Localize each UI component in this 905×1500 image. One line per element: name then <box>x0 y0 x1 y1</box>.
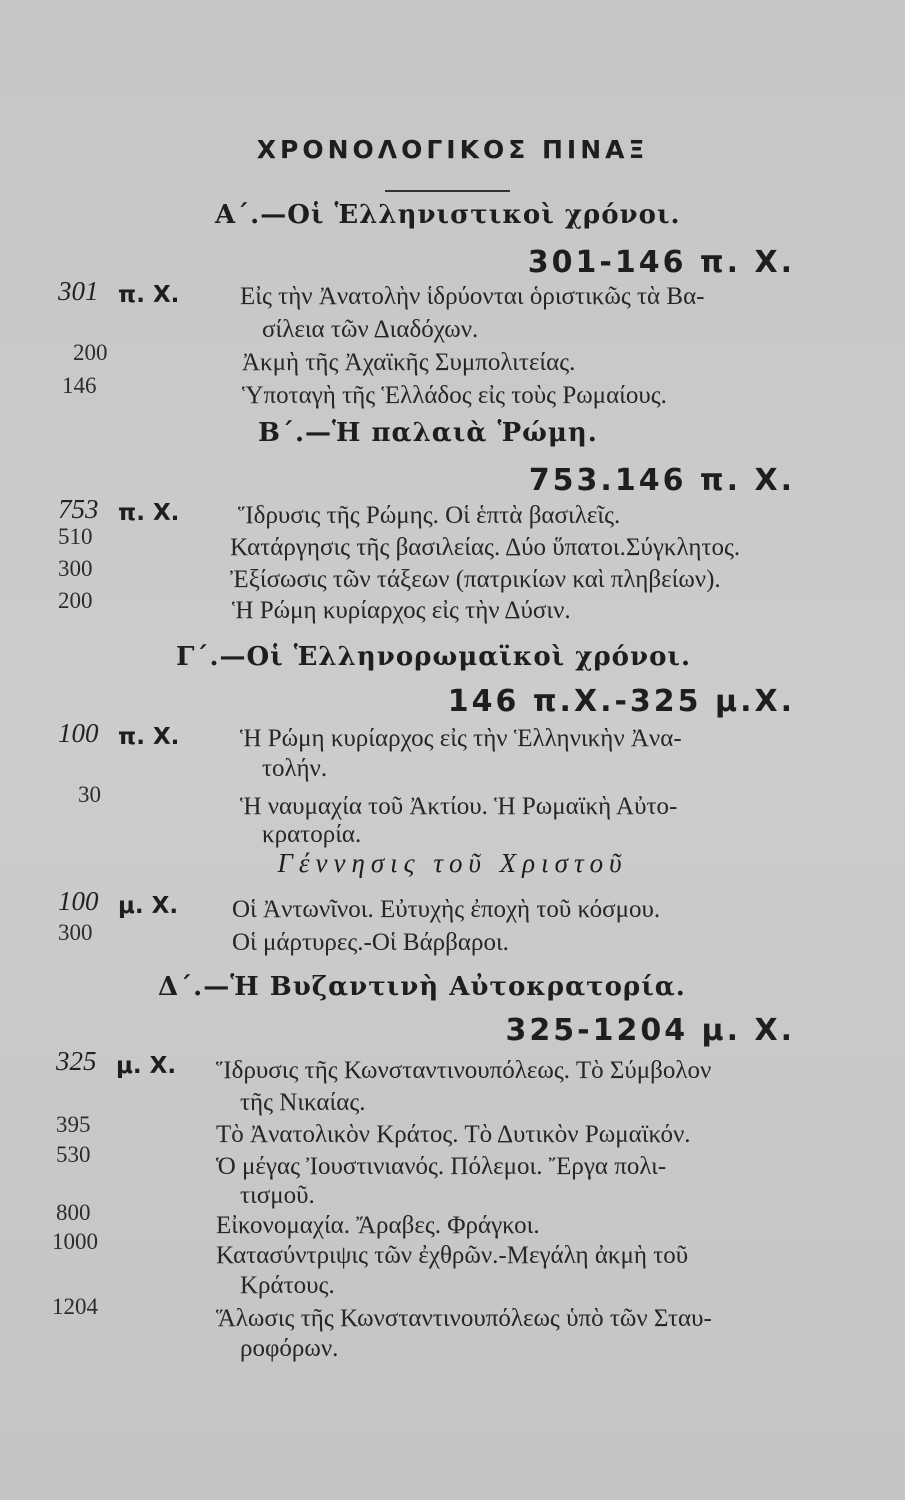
section-heading-b: Β΄.—Ἡ παλαιὰ Ῥώμη. <box>258 418 598 448</box>
page-title: ΧΡΟΝΟΛΟΓΙΚΟΣ ΠΙΝΑΞ <box>256 135 649 164</box>
entry-year: 753 <box>58 494 99 524</box>
entry-year: 300 <box>58 920 93 945</box>
entry-year: 395 <box>56 1112 91 1137</box>
entry-year: 1204 <box>52 1294 98 1319</box>
entry-era: π. Χ. <box>118 500 180 526</box>
section-range-c: 146 π.Χ.-325 μ.Χ. <box>447 684 795 719</box>
entry-year: 200 <box>73 340 108 365</box>
entry-text: Οἱ Ἀντωνῖνοι. Εὐτυχὴς ἐποχὴ τοῦ κόσμου. <box>232 896 661 923</box>
entry-era: μ. Χ. <box>118 893 179 919</box>
entry-year: 510 <box>58 524 93 549</box>
section-range-a: 301-146 π. Χ. <box>527 245 795 280</box>
entry-year: 30 <box>78 782 101 807</box>
section-range-b: 753.146 π. Χ. <box>528 463 795 498</box>
entry-text: Ἵδρυσις τῆς Ρώμης. Οἱ ἑπτὰ βασιλεῖς. <box>238 502 621 529</box>
entry-text: Κατασύντριψις τῶν ἐχθρῶν.-Μεγάλη ἀκμὴ τοῦ <box>216 1242 689 1269</box>
entry-text: Ὁ μέγας Ἰουστινιανός. Πόλεμοι. Ἔργα πολι- <box>216 1153 667 1180</box>
section-heading-c: Γ΄.—Οἱ Ἑλληνορωμαϊκοὶ χρόνοι. <box>176 642 692 672</box>
entry-text: Ὑποταγὴ τῆς Ἑλλάδος εἰς τοὺς Ρωμαίους. <box>242 382 667 409</box>
entry-text: Κράτους. <box>240 1272 335 1299</box>
entry-text: κρατορία. <box>262 821 362 848</box>
entry-text: Οἱ μάρτυρες.-Οἱ Βάρβαροι. <box>232 929 509 956</box>
entry-text: τολήν. <box>262 755 328 782</box>
section-range-d: 325-1204 μ. Χ. <box>505 1013 795 1048</box>
entry-era: μ. Χ. <box>116 1053 177 1079</box>
entry-text: Ἡ Ρώμη κυρίαρχος εἰς τὴν Ἑλληνικὴν Ἀνα- <box>240 725 682 752</box>
entry-era: π. Χ. <box>118 282 180 308</box>
entry-text: Ἡ ναυμαχία τοῦ Ἀκτίου. Ἡ Ρωμαϊκὴ Αὐτο- <box>240 793 678 820</box>
entry-text: σίλεια τῶν Διαδόχων. <box>262 316 479 343</box>
entry-text: Ἡ Ρώμη κυρίαρχος εἰς τὴν Δύσιν. <box>232 597 571 624</box>
entry-year: 1000 <box>52 1229 98 1254</box>
entry-text: Ἀκμὴ τῆς Ἀχαϊκῆς Συμπολιτείας. <box>242 349 576 376</box>
entry-text: τισμοῦ. <box>240 1182 315 1209</box>
entry-year: 301 <box>58 276 99 306</box>
entry-year: 300 <box>58 556 93 581</box>
entry-year: 100 <box>58 886 99 916</box>
section-heading-a: Α΄.—Οἱ Ἑλληνιστικοὶ χρόνοι. <box>215 200 681 230</box>
entry-year: 530 <box>56 1142 91 1167</box>
entry-text: Τὸ Ἀνατολικὸν Κράτος. Τὸ Δυτικὸν Ρωμαϊκόν. <box>216 1121 691 1148</box>
entry-year: 146 <box>62 373 97 398</box>
entry-text: Ἐξίσωσις τῶν τάξεων (πατρικίων καὶ πληβείων). <box>230 566 721 593</box>
entry-text: Ἵδρυσις τῆς Κωνσταντινουπόλεως. Τὸ Σύμβολον <box>216 1057 712 1084</box>
title-divider <box>385 190 510 192</box>
entry-era: π. Χ. <box>118 724 180 750</box>
birth-of-christ-heading: Γέννησις τοῦ Χριστοῦ <box>277 848 628 878</box>
entry-text: τῆς Νικαίας. <box>240 1089 366 1116</box>
entry-text: Εἰς τὴν Ἀνατολὴν ἱδρύονται ὁριστικῶς τὰ Βα- <box>240 283 705 310</box>
entry-text: Κατάργησις τῆς βασιλείας. Δύο ὕπατοι.Σύγκλητος. <box>230 534 741 561</box>
entry-year: 200 <box>58 588 93 613</box>
section-heading-d: Δ΄.—Ἡ Βυζαντινὴ Αὐτοκρατορία. <box>158 972 686 1002</box>
entry-text: ροφόρων. <box>240 1335 339 1362</box>
entry-text: Ἅλωσις τῆς Κωνσταντινουπόλεως ὑπὸ τῶν Σταυ- <box>216 1305 712 1332</box>
entry-year: 800 <box>56 1200 91 1225</box>
entry-year: 325 <box>56 1046 97 1076</box>
entry-year: 100 <box>58 718 99 748</box>
entry-text: Εἰκονομαχία. Ἄραβες. Φράγκοι. <box>216 1212 540 1239</box>
